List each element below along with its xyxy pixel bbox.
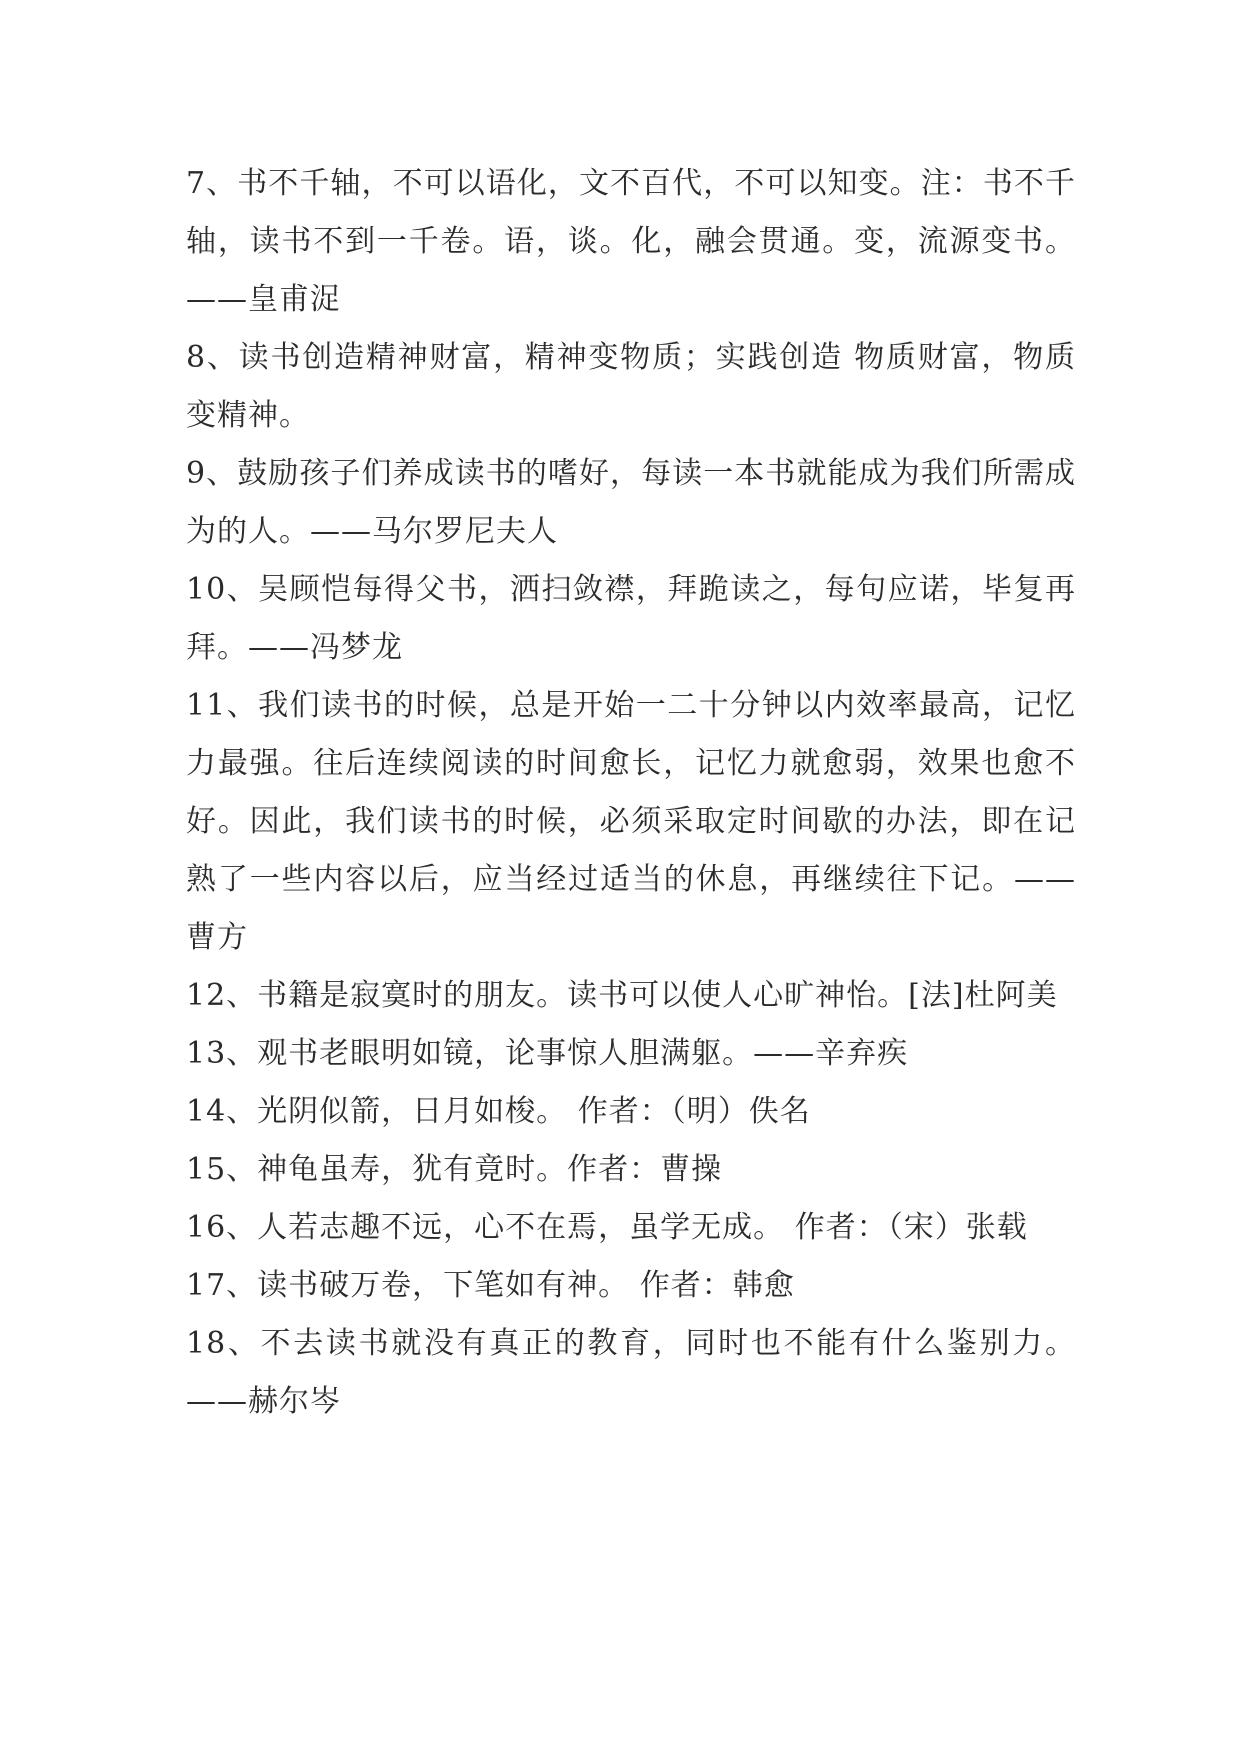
quote-14: 14、光阴似箭，日月如梭。 作者：（明）佚名 — [186, 1094, 811, 1129]
quote-10: 10、吴顾恺每得父书，洒扫敛襟，拜跪读之，每句应诺，毕复再拜。——冯梦龙 — [186, 572, 1076, 665]
quote-7: 7、书不千轴，不可以语化，文不百代，不可以知变。注：书不千轴，读书不到一千卷。语，谈。化，融会贯通。变，流源变书。——皇甫浞 — [186, 166, 1076, 317]
quote-list — [186, 155, 1076, 1431]
quote-17: 17、读书破万卷，下笔如有神。 作者：韩愈 — [186, 1268, 795, 1303]
quote-18: 18、不去读书就没有真正的教育，同时也不能有什么鉴别力。——赫尔岑 — [186, 1326, 1076, 1419]
quote-8: 8、读书创造精神财富，精神变物质；实践创造 物质财富，物质变精神。 — [186, 340, 1076, 433]
quote-11: 11、我们读书的时候，总是开始一二十分钟以内效率最高，记忆力最强。往后连续阅读的时间愈长，记忆力就愈弱，效果也愈不好。因此，我们读书的时候，必须采取定时间歇的办法，即在记熟了一些内容以后，应当经过适当的休息，再继续往下记。——曹方 — [186, 688, 1076, 955]
quote-15: 15、神龟虽寿，犹有竟时。作者：曹操 — [186, 1152, 723, 1187]
quote-9: 9、鼓励孩子们养成读书的嗜好，每读一本书就能成为我们所需成为的人。——马尔罗尼夫人 — [186, 456, 1076, 549]
quote-16: 16、人若志趣不远，心不在焉，虽学无成。 作者：（宋）张载 — [186, 1210, 1028, 1245]
quote-12: 12、书籍是寂寞时的朋友。读书可以使人心旷神怡。[法]杜阿美 — [186, 978, 1058, 1013]
quote-13: 13、观书老眼明如镜，论事惊人胆满躯。——辛弃疾 — [186, 1036, 909, 1071]
